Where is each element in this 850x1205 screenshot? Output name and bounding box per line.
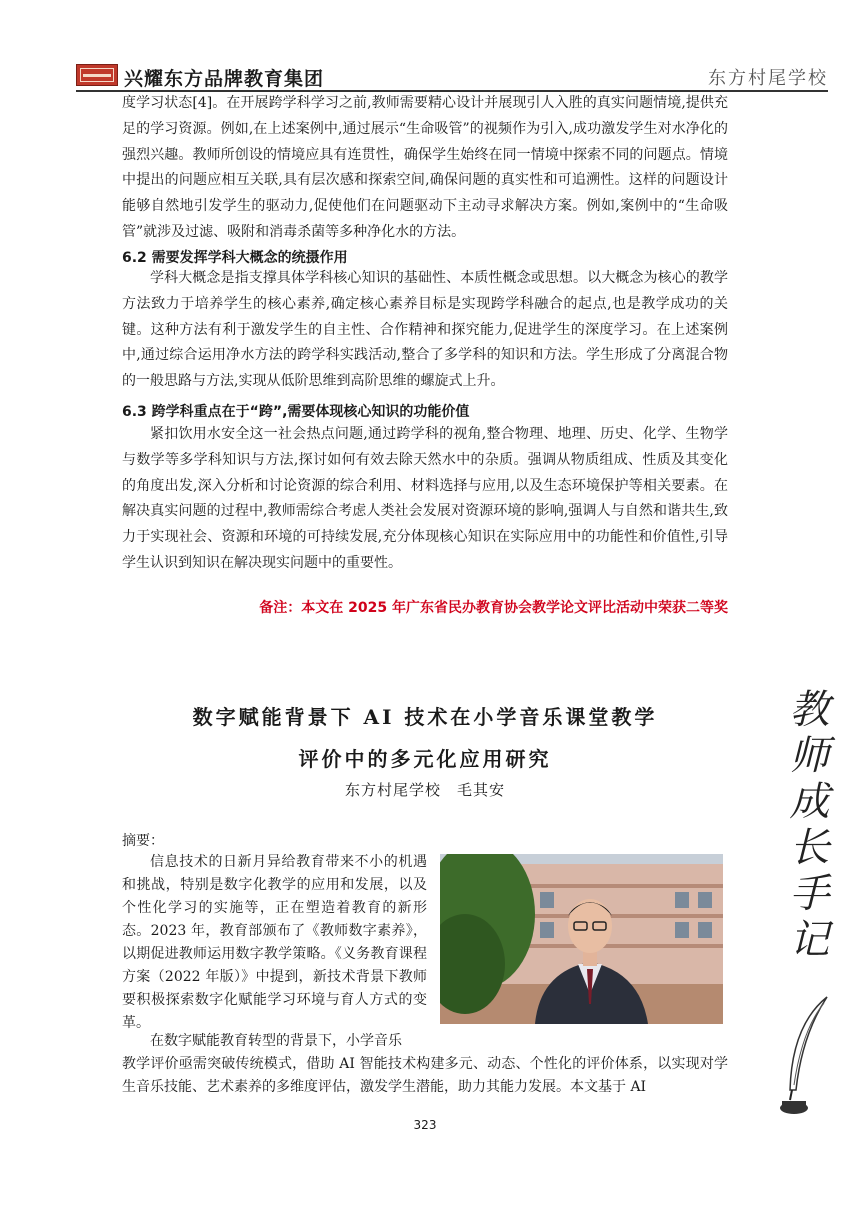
quill-pen-icon	[772, 995, 832, 1120]
article-author: 东方村尾学校 毛其安	[344, 781, 505, 799]
group-logo	[76, 64, 118, 86]
header-school: 东方村尾学校	[708, 68, 828, 89]
column-side-title: 教师成长手记	[783, 688, 829, 964]
abstract-continuation: 教学评价亟需突破传统模式，借助 AI 智能技术构建多元、动态、个性化的评价体系，以实现对学生音乐技能、艺术素养的多维度评估，激发学生潜能，助力其能力发展。本文基于 AI	[122, 1056, 728, 1095]
section-6-2-body: 学科大概念是指支撑具体学科核心知识的基础性、本质性概念或思想。以大概念为核心的教学方法致力于培养学生的核心素养,确定核心素养目标是实现跨学科融合的起点,也是教学成功的关键。这种方法有利于激发学生的自主性、合作精神和探究能力,促进学生的深度学习。在上述案例中,通过综合运用净水方法的跨学科实践活动,整合了多学科的知识和方法。学生形成了分离混合物的一般思路与方法,实现从低阶思维到高阶思维的螺旋式上升。	[122, 270, 728, 390]
award-note: 备注：本文在 2025 年广东省民办教育协会教学论文评比活动中荣获二等奖	[259, 600, 728, 616]
article-title-line1: 数字赋能背景下 AI 技术在小学音乐课堂教学	[192, 705, 658, 729]
section-6-3-body: 紧扣饮用水安全这一社会热点问题,通过跨学科的视角,整合物理、地理、历史、化学、生物学与数学等多学科知识与方法,探讨如何有效去除天然水中的杂质。强调从物质组成、性质及其变化的角度出发,深入分析和讨论资源的综合利用、材料选择与应用,以及生态环境保护等相关要素。在解决真实问题的过程中,教师需综合考虑人类社会发展对资源环境的影响,强调人与自然和谐共生,致力于实现社会、资源和环境的可持续发展,充分体现核心知识在实际应用中的功能性和价值性,引导学生认识到知识在解决现实问题中的重要性。	[122, 426, 728, 571]
abstract-label: 摘要：	[122, 833, 164, 849]
brand-name: 兴耀东方品牌教育集团	[124, 68, 325, 90]
page-number: 323	[413, 1118, 437, 1132]
author-photo	[440, 854, 723, 1024]
section-6-3-heading: 6.3 跨学科重点在于“跨”,需要体现核心知识的功能价值	[122, 404, 470, 420]
section-6-2-heading: 6.2 需要发挥学科大概念的统摄作用	[122, 250, 348, 266]
abstract-paragraph: 信息技术的日新月异给教育带来不小的机遇和挑战，特别是数字化教学的应用和发展，以及个性化学习的实施等，正在塑造着教育的新形态。2023 年，教育部颁布了《教师数字素养》，以期促进教师运用数字教学策略。《义务教育课程方案（2022 年版）》中提到，新技术背景下教师要积极探索数字化赋能学习环境与育人方式的变革。	[122, 854, 427, 1031]
abstract-paragraph-2: 在数字赋能教育转型的背景下，小学音乐	[150, 1033, 402, 1049]
article-title-line2: 评价中的多元化应用研究	[298, 747, 552, 771]
page-header	[0, 0, 850, 95]
continuation-paragraph: 度学习状态[4]。在开展跨学科学习之前,教师需要精心设计并展现引人入胜的真实问题情境,提供充足的学习资源。例如,在上述案例中,通过展示“生命吸管”的视频作为引入,成功激发学生对水净化的强烈兴趣。教师所创设的情境应具有连贯性，确保学生始终在同一情境中探索不同的问题点。情境中提出的问题应相互关联,具有层次感和探索空间,确保问题的真实性和可追溯性。这样的问题设计能够自然地引发学生的驱动力,促使他们在问题驱动下主动寻求解决方案。例如,案例中的“生命吸管”就涉及过滤、吸附和消毒杀菌等多种净化水的方法。	[122, 95, 728, 240]
